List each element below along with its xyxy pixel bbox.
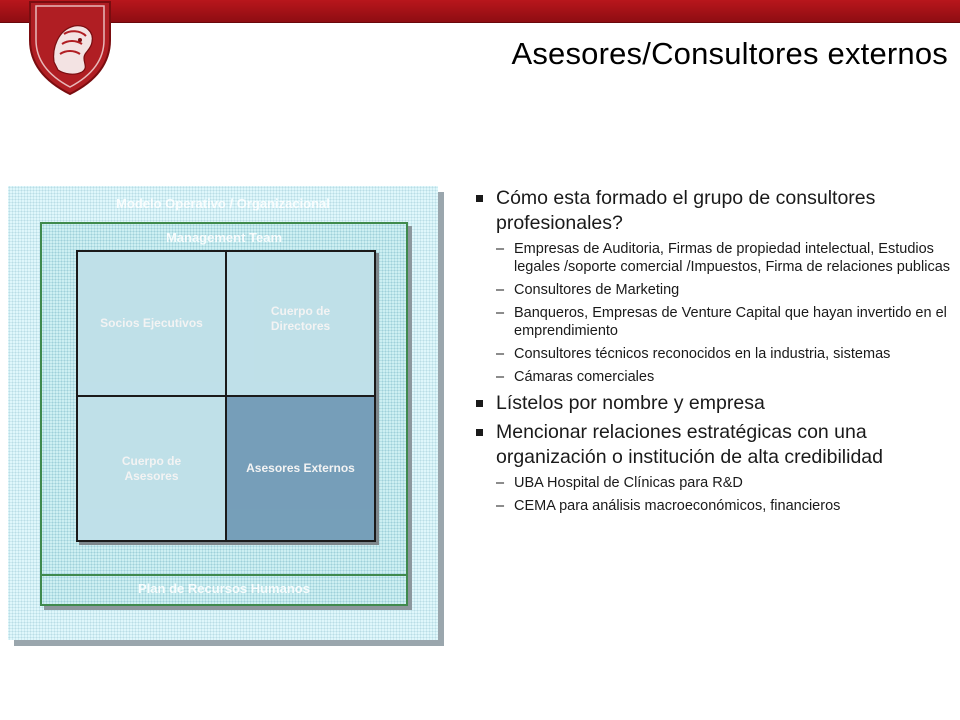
sub-bullet-item: [476, 474, 952, 492]
cell-cuerpo-asesores: Cuerpo de Asesores: [78, 397, 225, 540]
sub-bullet-text: Cámaras comerciales: [514, 369, 655, 385]
cell-socios-ejecutivos: Socios Ejecutivos: [78, 252, 225, 395]
dash-icon: –: [496, 241, 505, 257]
sub-bullet-item: [476, 368, 952, 386]
cell-cuerpo-directores: Cuerpo de Directores: [227, 252, 374, 395]
dash-icon: –: [496, 475, 505, 491]
sub-bullet-item: [476, 304, 952, 340]
top-banner: [0, 0, 960, 23]
bullet-square-icon: [476, 195, 483, 202]
dash-icon: –: [496, 282, 505, 298]
sub-bullet-text: Banqueros, Empresas de Venture Capital que hayan invertido en el emprendimiento: [514, 305, 947, 339]
bullet-item: [476, 420, 952, 470]
bullet-item: [476, 391, 952, 416]
bullet-square-icon: [476, 400, 483, 407]
operating-model-diagram: [8, 186, 438, 640]
sub-bullet-text: UBA Hospital de Clínicas para R&D: [514, 475, 743, 491]
operating-model-label: Modelo Operativo / Organizacional: [116, 196, 330, 211]
bullet-square-icon: [476, 429, 483, 436]
slide-title: Asesores/Consultores externos: [511, 36, 948, 71]
sub-bullet-text: CEMA para análisis macroeconómicos, financieros: [514, 498, 841, 514]
sub-bullet-text: Consultores técnicos reconocidos en la industria, sistemas: [514, 346, 891, 362]
shield-crest-icon: [24, 0, 116, 96]
bullet-list: [476, 186, 952, 520]
cell-asesores-externos: Asesores Externos: [227, 397, 374, 540]
hr-plan-box: [40, 574, 408, 606]
management-team-label: Management Team: [165, 230, 283, 245]
bullet-text: Lístelos por nombre y empresa: [496, 392, 765, 414]
sub-bullet-item: [476, 240, 952, 276]
hr-plan-label: Plan de Recursos Humanos: [138, 581, 310, 596]
management-team-box: [40, 222, 408, 576]
dash-icon: –: [496, 369, 505, 385]
sub-bullet-item: [476, 497, 952, 515]
dash-icon: –: [496, 346, 505, 362]
bullet-text: Cómo esta formado el grupo de consultores profesionales?: [496, 187, 876, 234]
dash-icon: –: [496, 305, 505, 321]
bullet-text: Mencionar relaciones estratégicas con una organización o institución de alta credibilidad: [496, 421, 883, 468]
sub-bullet-text: Empresas de Auditoria, Firmas de propiedad intelectual, Estudios legales /soporte comercial /Impuestos, Firma de relaciones publicas: [514, 241, 951, 275]
sub-bullet-text: Consultores de Marketing: [514, 282, 680, 298]
dash-icon: –: [496, 498, 505, 514]
sub-bullet-item: [476, 281, 952, 299]
sub-bullet-item: [476, 345, 952, 363]
team-grid: [76, 250, 376, 542]
bullet-item: [476, 186, 952, 236]
